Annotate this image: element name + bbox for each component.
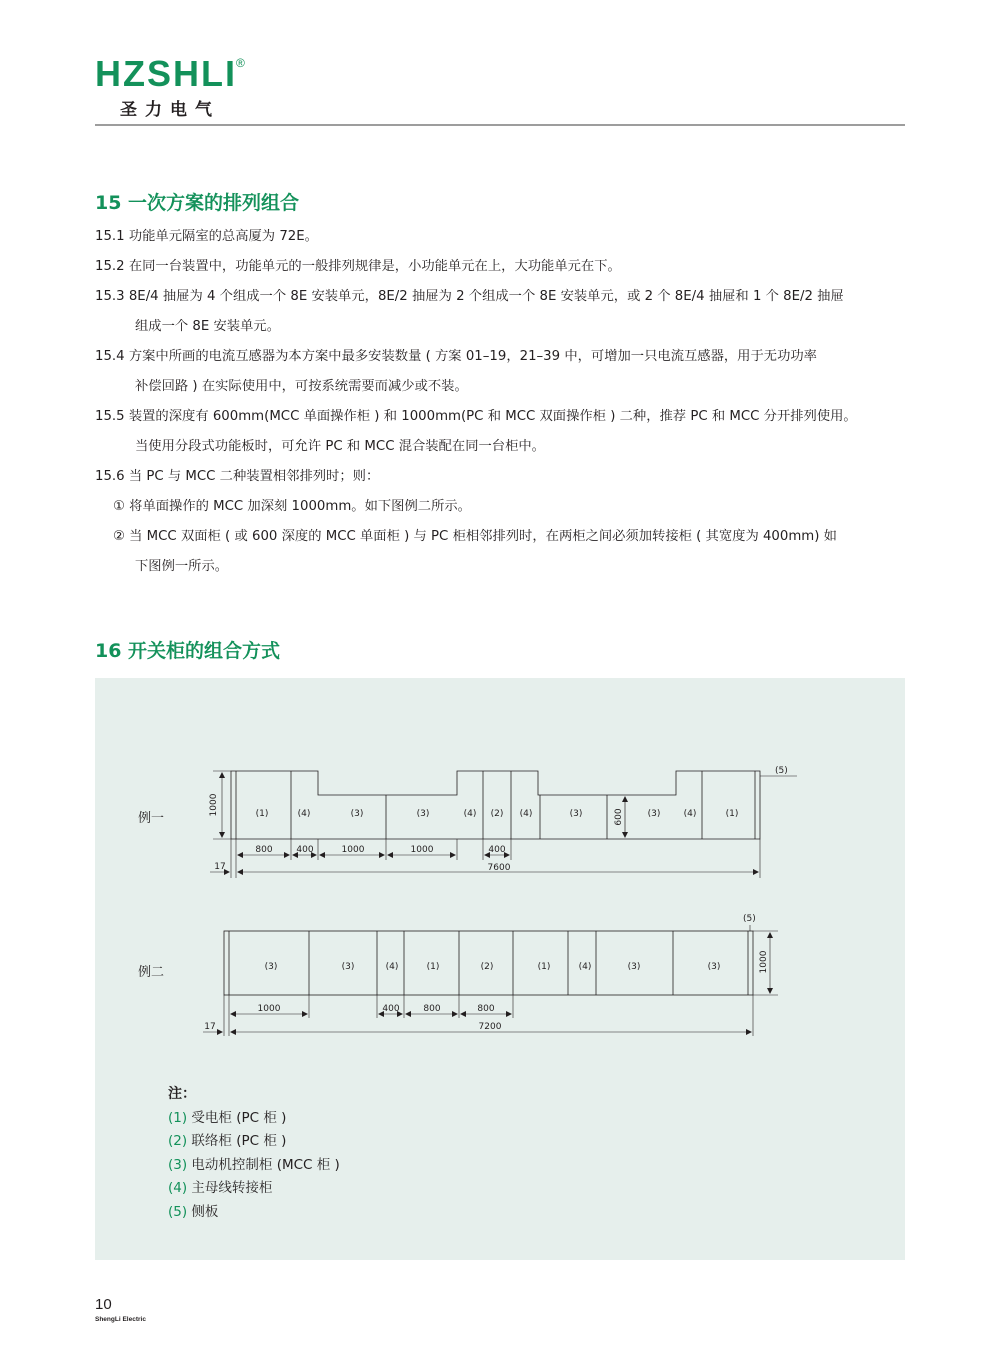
- ex1-dim-4: 1000: [410, 845, 434, 855]
- ex1-cell-9: (3): [647, 809, 661, 819]
- ex1-dim-1: 800: [255, 845, 273, 855]
- note-text: 侧板: [187, 1204, 219, 1220]
- paragraph-15-6-item-1: ① 将单面操作的 MCC 加深刻 1000mm。如下图例二所示。: [113, 499, 471, 514]
- paragraph-15-3: 15.3 8E/4 抽屉为 4 个组成一个 8E 安装单元，8E/2 抽屉为 2 个组成一个 8E 安装单元，或 2 个 8E/4 抽屉和 1 个 8E/2 抽屉: [95, 289, 844, 304]
- ex2-dim-1: 1000: [257, 1004, 281, 1014]
- paragraph-15-6: 15.6 当 PC 与 MCC 二种装置相邻排列时；则：: [95, 469, 380, 484]
- brand-name-cn: 圣力电气: [120, 100, 220, 120]
- ex1-cell-6: (2): [490, 809, 504, 819]
- ex2-cell-1: (3): [264, 962, 278, 972]
- ex2-cell-9: (3): [707, 962, 721, 972]
- note-number: (1): [168, 1110, 188, 1126]
- note-number: (2): [168, 1133, 188, 1149]
- ex1-dim-2: 400: [296, 845, 314, 855]
- ex1-cell-10: (4): [683, 809, 697, 819]
- page-number: 10: [95, 1296, 112, 1313]
- section-15-title: 15 一次方案的排列组合: [95, 192, 300, 214]
- note-number: (3): [168, 1157, 188, 1173]
- ex2-cell-8: (3): [627, 962, 641, 972]
- ex1-dim-5: 400: [488, 845, 506, 855]
- ex1-cell-8: (3): [569, 809, 583, 819]
- note-item: [168, 1153, 340, 1173]
- notes-title: 注：: [168, 1086, 196, 1102]
- paragraph-15-2: 15.2 在同一台装置中，功能单元的一般排列规律是，小功能单元在上，大功能单元在下。: [95, 259, 621, 274]
- example-2-side-panel-mark: (5): [743, 914, 756, 924]
- ex2-cell-2: (3): [341, 962, 355, 972]
- paragraph-15-6-item-2: ② 当 MCC 双面柜 ( 或 600 深度的 MCC 单面柜 ) 与 PC 柜相邻排列时，在两柜之间必须加转接柜 ( 其宽度为 400mm) 如: [113, 529, 837, 544]
- example-1-inner-depth: 600: [614, 808, 624, 826]
- ex1-cell-4: (3): [416, 809, 430, 819]
- paragraph-15-1: 15.1 功能单元隔室的总高厦为 72E。: [95, 229, 318, 244]
- note-number: (5): [168, 1204, 188, 1220]
- note-text: 受电柜 (PC 柜 ): [187, 1110, 287, 1126]
- ex1-cell-7: (4): [519, 809, 533, 819]
- section-16-title: 16 开关柜的组合方式: [95, 640, 281, 662]
- ex2-dim-2: 400: [382, 1004, 400, 1014]
- paragraph-15-5-cont: 当使用分段式功能板时，可允许 PC 和 MCC 混合装配在同一台柜中。: [135, 439, 545, 454]
- example-1-label: 例一: [138, 811, 165, 826]
- ex2-cell-7: (4): [578, 962, 592, 972]
- example-2-label: 例二: [138, 965, 165, 980]
- example-1-cabinets: [231, 771, 760, 839]
- note-item: [168, 1106, 286, 1126]
- ex1-cell-1: (1): [255, 809, 269, 819]
- ex1-cell-2: (4): [297, 809, 311, 819]
- example-1-height-dim: 1000: [209, 793, 219, 817]
- ex2-total-dim: 7200: [478, 1022, 502, 1032]
- paragraph-15-3-cont: 组成一个 8E 安装单元。: [135, 319, 280, 334]
- ex1-cell-11: (1): [725, 809, 739, 819]
- paragraph-15-6-item-2-cont: 下图例一所示。: [135, 559, 229, 574]
- note-item: [168, 1129, 286, 1149]
- footer-brand: ShengLi Electric: [95, 1316, 146, 1323]
- ex2-offset-dim: 17: [204, 1022, 216, 1032]
- paragraph-15-4: 15.4 方案中所画的电流互感器为本方案中最多安装数量 ( 方案 01–19，21–39 中，可增加一只电流互感器，用于无功功率: [95, 349, 817, 364]
- ex2-dim-4: 800: [477, 1004, 495, 1014]
- note-number: (4): [168, 1180, 188, 1196]
- ex1-dim-3: 1000: [341, 845, 365, 855]
- note-item: [168, 1200, 218, 1220]
- paragraph-15-5: 15.5 装置的深度有 600mm(MCC 单面操作柜 ) 和 1000mm(PC 和 MCC 双面操作柜 ) 二种，推荐 PC 和 MCC 分开排列使用。: [95, 409, 857, 424]
- note-text: 主母线转接柜: [187, 1180, 273, 1196]
- paragraph-15-4-cont: 补偿回路 ) 在实际使用中，可按系统需要而减少或不装。: [135, 379, 468, 394]
- ex2-cell-3: (4): [385, 962, 399, 972]
- ex2-cell-5: (2): [480, 962, 494, 972]
- example-1-side-panel-mark: (5): [775, 766, 788, 776]
- note-text: 电动机控制柜 (MCC 柜 ): [187, 1157, 340, 1173]
- example-2-height-dim: 1000: [759, 950, 769, 974]
- ex1-offset-dim: 17: [214, 862, 226, 872]
- registered-mark: ®: [236, 56, 245, 70]
- ex2-cell-4: (1): [426, 962, 440, 972]
- ex1-cell-3: (3): [350, 809, 364, 819]
- brand-logo: HZSHLI: [95, 53, 237, 94]
- ex2-cell-6: (1): [537, 962, 551, 972]
- note-text: 联络柜 (PC 柜 ): [187, 1133, 287, 1149]
- ex1-total-dim: 7600: [487, 863, 511, 873]
- ex1-cell-5: (4): [463, 809, 477, 819]
- ex2-dim-3: 800: [423, 1004, 441, 1014]
- note-item: [168, 1176, 272, 1196]
